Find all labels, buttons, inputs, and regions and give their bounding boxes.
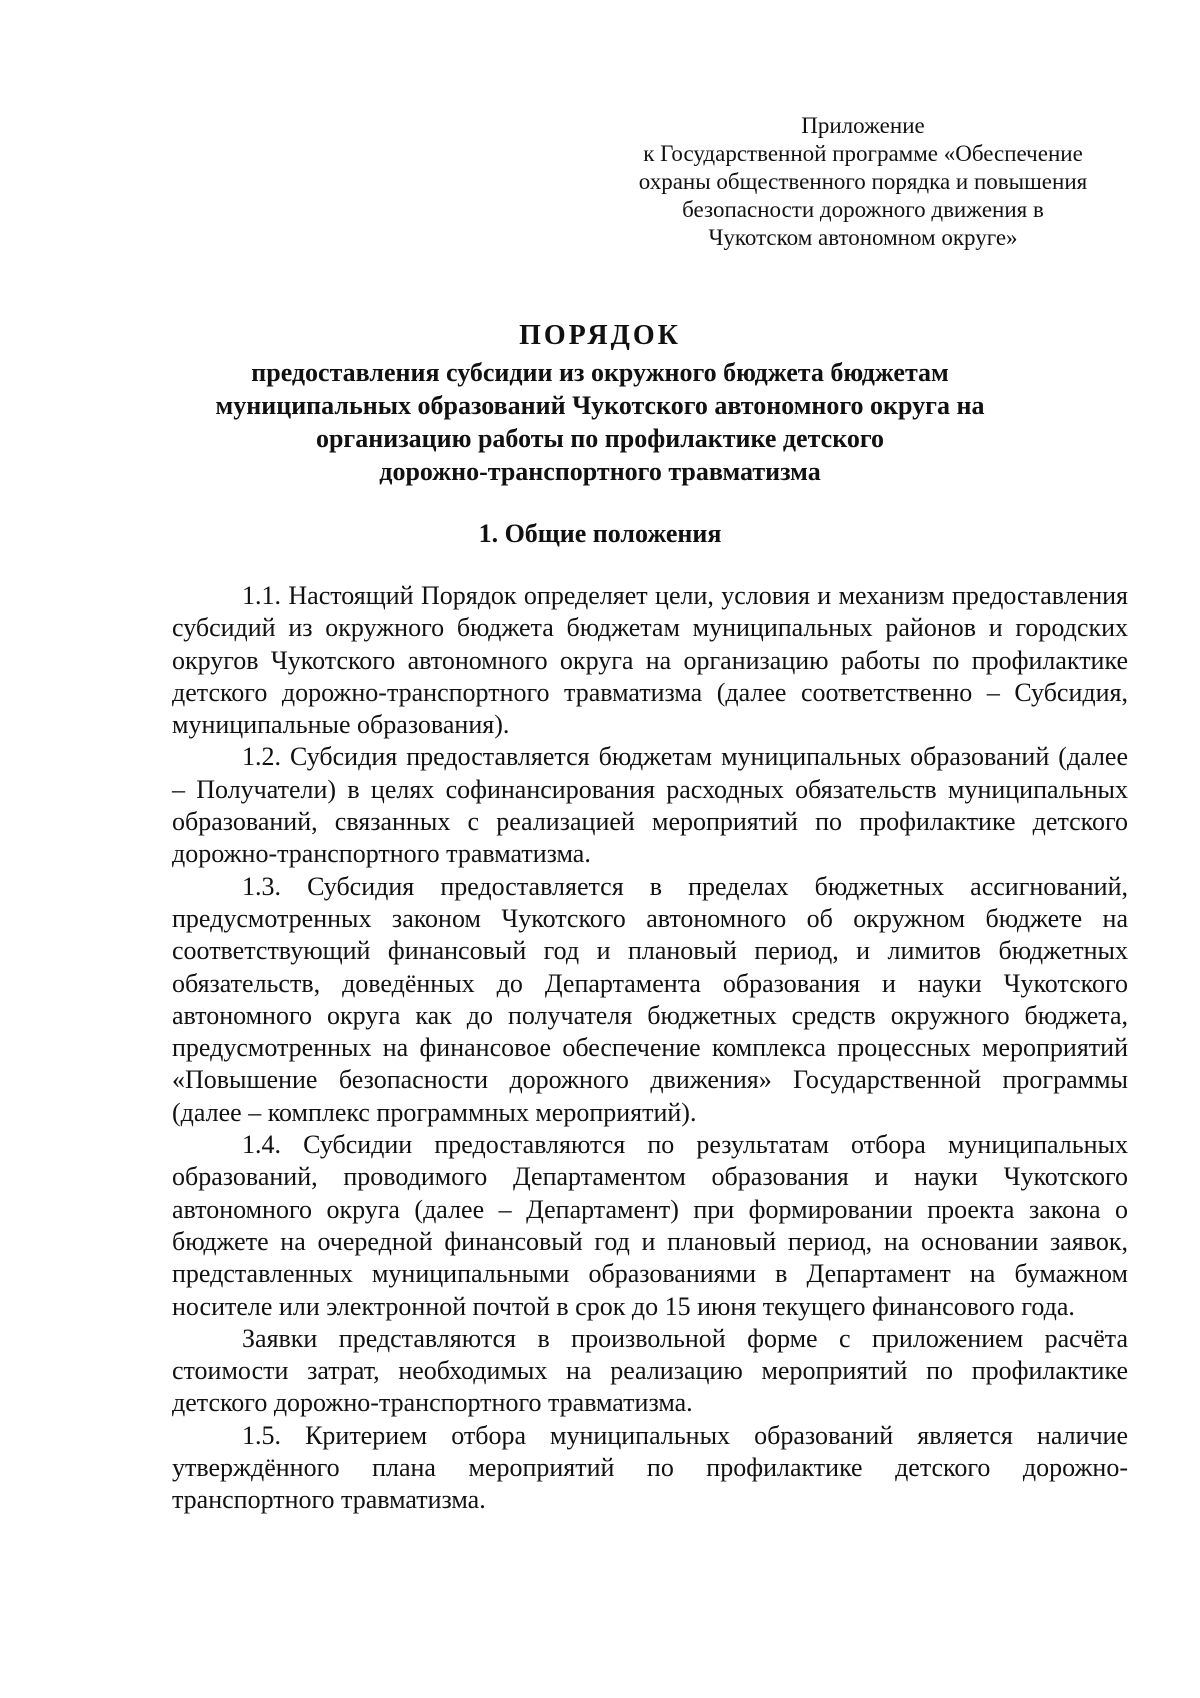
appendix-line: безопасности дорожного движения в — [682, 197, 1044, 222]
subtitle-line: предоставления субсидии из окружного бюджета бюджетам — [251, 358, 949, 387]
appendix-line: Приложение — [801, 113, 925, 138]
document-subtitle — [150, 356, 1050, 488]
subtitle-line: муниципальных образований Чукотского автономного округа на — [215, 391, 985, 420]
document-title: ПОРЯДОК — [519, 320, 681, 351]
paragraph-1-3: 1.3. Субсидия предоставляется в пределах бюджетных ассигнований, предусмотренных законом Чукотского автономного об окружном бюджете на соответствующий финансовый год и плановый период, и лимитов бюджетных обязательств, доведённых до Департамента образования и науки Чукотского автономного округа как до получателя бюджетных средств окружного бюджета, предусмотренных на финансовое обеспечение комплекса процессных мероприятий «Повышение безопасности дорожного движения» Государственной программы (далее – комплекс программных мероприятий). — [172, 871, 1128, 1127]
appendix-note — [618, 112, 1108, 252]
paragraph-1-5: 1.5. Критерием отбора муниципальных образований является наличие утверждённого плана мероприятий по профилактике детского дорожно-транспортного травматизма. — [172, 1420, 1128, 1515]
paragraph-applications: Заявки представляются в произвольной форме с приложением расчёта стоимости затрат, необходимых на реализацию мероприятий по профилактике детского дорожно-транспортного травматизма. — [172, 1323, 1128, 1418]
appendix-line: Чукотском автономном округе» — [708, 225, 1018, 250]
paragraph-1-1: 1.1. Настоящий Порядок определяет цели, условия и механизм предоставления субсидий из окружного бюджета бюджетам муниципальных районов и городских округов Чукотского автономного округа на организацию работы по профилактике детского дорожно-транспортного травматизма (далее соответственно – Субсидия, муниципальные образования). — [172, 581, 1128, 740]
document-body — [172, 580, 1128, 1517]
document-title-block — [150, 318, 1050, 488]
section-heading: 1. Общие положения — [478, 519, 722, 548]
appendix-line: охраны общественного порядка и повышения — [638, 169, 1088, 194]
subtitle-line: организацию работы по профилактике детского — [315, 424, 885, 453]
paragraph-1-2: 1.2. Субсидия предоставляется бюджетам муниципальных образований (далее – Получатели) в целях софинансирования расходных обязательств муниципальных образований, связанных с реализацией мероприятий по профилактике детского дорожно-транспортного травматизма. — [172, 742, 1128, 869]
appendix-line: к Государственной программе «Обеспечение — [643, 141, 1083, 166]
subtitle-line: дорожно-транспортного травматизма — [379, 457, 821, 486]
paragraph-1-4: 1.4. Субсидии предоставляются по результатам отбора муниципальных образований, проводимого Департаментом образования и науки Чукотского автономного округа (далее – Департамент) при формировании проекта закона о бюджете на очередной финансовый год и плановый период, на основании заявок, представленных муниципальными образованиями в Департамент на бумажном носителе или электронной почтой в срок до 15 июня текущего финансового года. — [172, 1130, 1128, 1321]
